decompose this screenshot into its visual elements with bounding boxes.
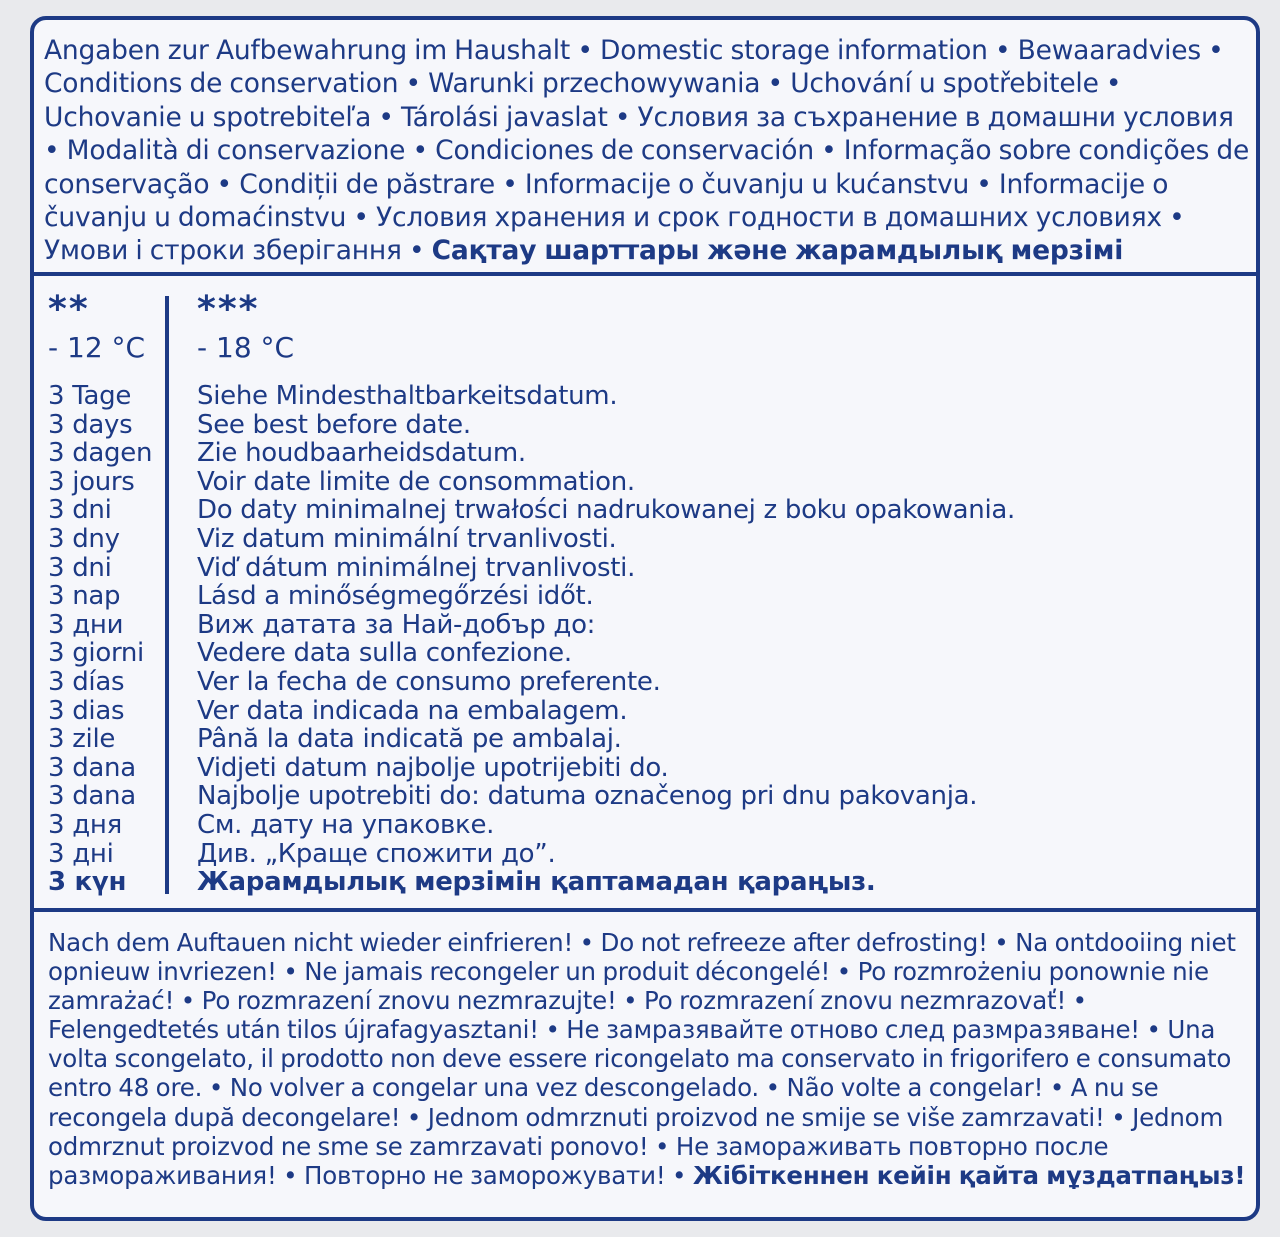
list-item: Виж датата за Най-добър до: <box>197 609 596 640</box>
storage-info-header <box>44 34 1254 268</box>
list-item: 3 dni <box>48 552 112 583</box>
list-item: 3 дни <box>48 609 124 640</box>
list-item: Viď dátum minimálnej trvanlivosti. <box>197 552 636 583</box>
list-item: 3 dana <box>48 752 136 783</box>
list-item: 3 dias <box>48 695 125 726</box>
header-bold-text: Сақтау шарттары және жарамдылық мерзімі <box>431 235 1124 267</box>
three-star-rating: *** <box>197 289 260 330</box>
list-item: Najbolje upotrebiti do: datuma označenog pri dnu pakovanja. <box>197 781 978 812</box>
list-item: 3 zile <box>48 724 116 755</box>
list-item: Siehe Mindesthaltbarkeitsdatum. <box>197 381 618 411</box>
list-item: 3 nap <box>48 581 121 612</box>
list-item: 3 дні <box>48 838 114 869</box>
list-item: Vidjeti datum najbolje upotrijebiti do. <box>197 752 669 783</box>
list-item: Жарамдылық мерзімін қаптамадан қараңыз. <box>197 867 876 898</box>
two-star-rating: ** <box>48 289 90 330</box>
two-star-duration-list <box>48 382 152 897</box>
list-item: Până la data indicată pe ambalaj. <box>197 724 622 755</box>
list-item: Do daty minimalnej trwałości nadrukowanej z boku opakowania. <box>197 495 1015 526</box>
list-item: Ver la fecha de consumo preferente. <box>197 666 661 697</box>
list-item: Viz datum minimální trvanlivosti. <box>197 523 617 554</box>
storage-info-panel <box>30 16 1260 1221</box>
list-item: Ver data indicada na embalagem. <box>197 695 628 726</box>
list-item: 3 Tage <box>48 381 132 411</box>
list-item: 3 дня <box>48 809 122 840</box>
list-item: Див. „Краще спожити до”. <box>197 838 556 869</box>
list-item: 3 dny <box>48 523 120 554</box>
list-item: Voir date limite de consommation. <box>197 466 635 497</box>
list-item: 3 күн <box>48 867 127 898</box>
footer-bold-text: Жібіткеннен кейін қайта мұздатпаңыз! <box>692 1160 1246 1190</box>
list-item: Zie houdbaarheidsdatum. <box>197 438 526 469</box>
header-divider <box>34 272 1256 276</box>
list-item: 3 dagen <box>48 438 153 469</box>
list-item: 3 days <box>48 409 133 440</box>
list-item: 3 dni <box>48 495 112 526</box>
list-item: Lásd a minőségmegőrzési időt. <box>197 581 594 612</box>
three-star-temperature: - 18 °C <box>197 331 295 364</box>
list-item: 3 giorni <box>48 638 144 669</box>
header-text: Angaben zur Aufbewahrung im Haushalt • Domestic storage information • Bewaaradvies • Conditions de conservation • Warunki przechowywania • Uchování u spotřebitele • Uchovanie u spotrebiteľa • Tárolási javaslat • Условия за съхранение в домашни условия • Modalità di conservazione • Condiciones de conservación • Informação sobre condições de conservação • Condiții de păstrare • Informacije o čuvanju u kućanstvu • Informacije o čuvanju u domaćinstvu • Условия хранения и срок годности в домашних условиях • Умови і строки зберігання • <box>44 35 1250 267</box>
refreeze-warning <box>48 928 1252 1190</box>
list-item: 3 jours <box>48 466 135 497</box>
three-star-instruction-list <box>197 382 1015 897</box>
list-item: См. дату на упаковке. <box>197 809 495 840</box>
footer-text: Nach dem Auftauen nicht wieder einfrieren! • Do not refreeze after defrosting! • Na ontdooiing niet opnieuw invriezen! • Ne jamais recongeler un produit décongelé! • Po rozmrożeniu ponownie nie zamrażać! • Po rozmrazení znovu nezmrazujte! • Po rozmrazení znovu nezmrazovať! • Felengedtetés után tilos újrafagyasztani! • Не замразявайте отново след размразяване! • Una volta scongelato, il prodotto non deve essere ricongelato ma conservato in frigorifero e consumato entro 48 ore. • No volver a congelar una vez descongelado. • Não volte a congelar! • A nu se recongela după decongelare! • Jednom odmrznuti proizvod ne smije se više zamrzavati! • Jednom odmrznut proizvod ne sme se zamrzavati ponovo! • Не замораживать повторно после размораживания! • Повторно не заморожувати! • <box>48 928 1236 1190</box>
list-item: 3 días <box>48 666 125 697</box>
list-item: 3 dana <box>48 781 136 812</box>
footer-divider <box>34 908 1256 912</box>
list-item: See best before date. <box>197 409 471 440</box>
column-divider <box>165 296 169 894</box>
two-star-temperature: - 12 °C <box>48 331 146 364</box>
list-item: Vedere data sulla confezione. <box>197 638 572 669</box>
